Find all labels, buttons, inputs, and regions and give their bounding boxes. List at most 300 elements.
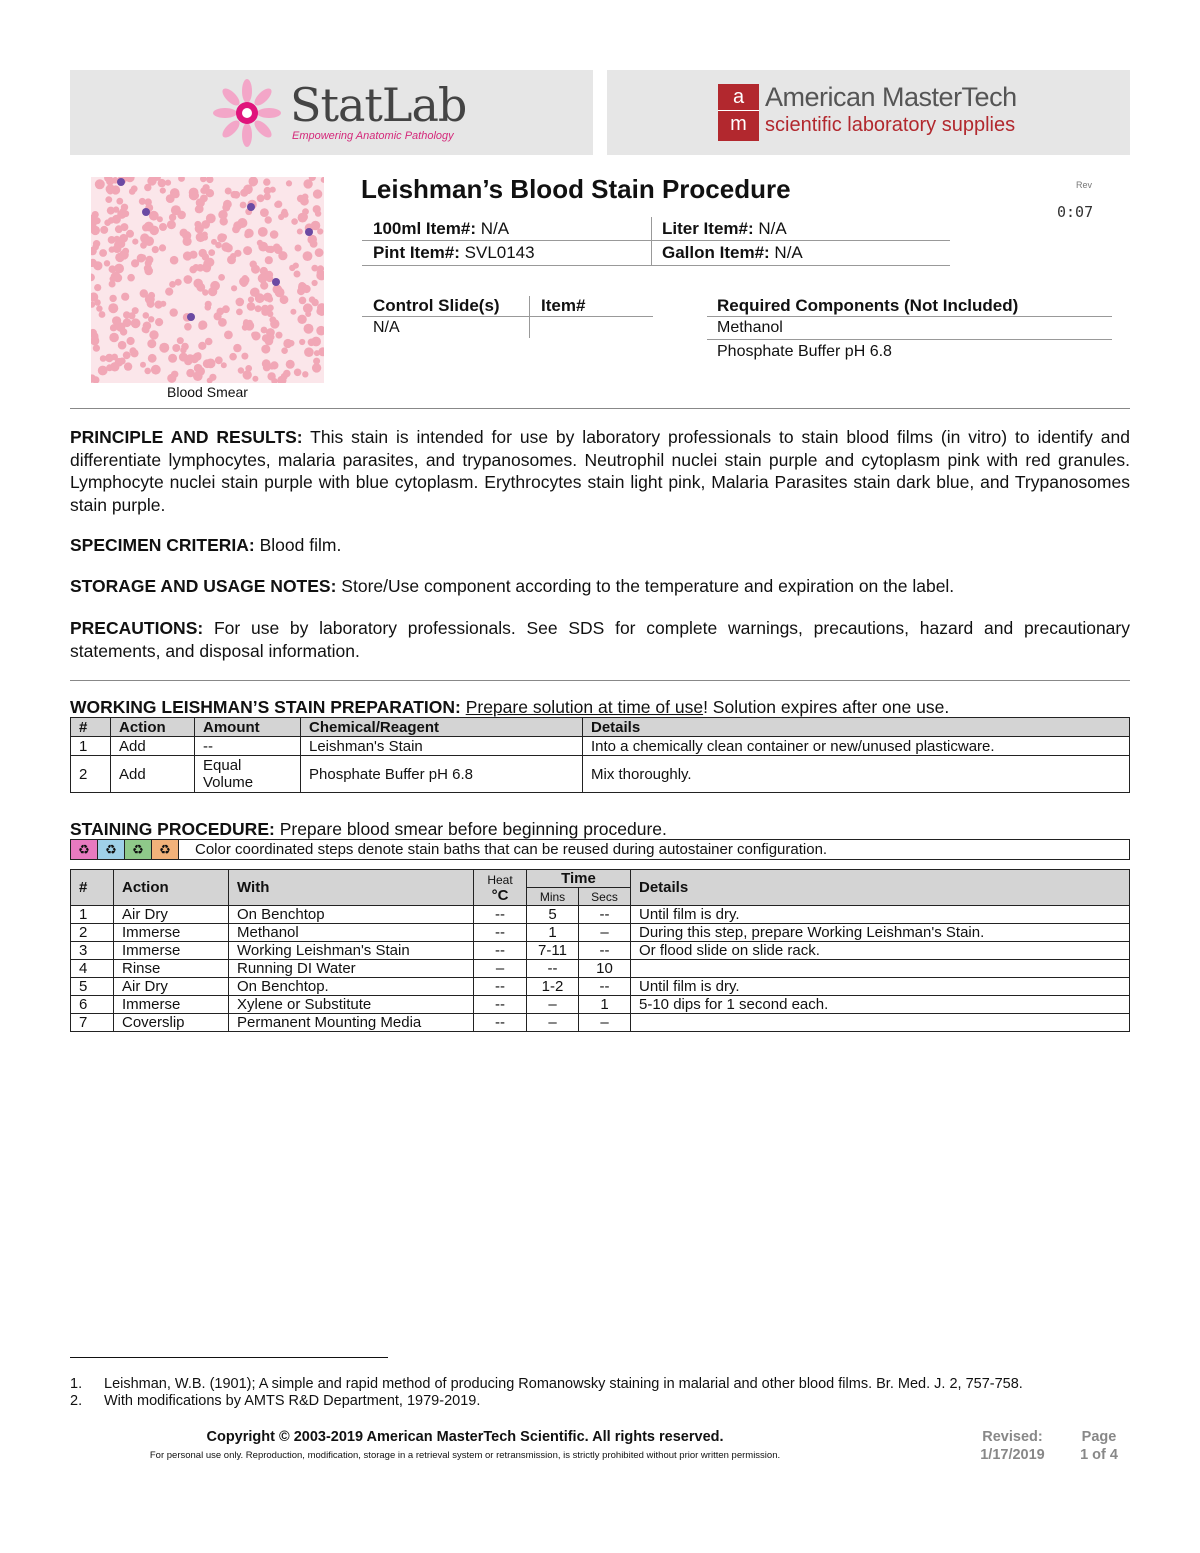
statlab-banner <box>70 70 593 155</box>
red-cell <box>131 318 141 328</box>
footnote <box>70 1393 480 1409</box>
red-cell <box>270 230 279 239</box>
red-cell <box>110 362 119 371</box>
red-cell <box>293 263 299 269</box>
table-cell: On Benchtop. <box>229 978 474 996</box>
red-cell <box>245 365 252 372</box>
table-row <box>71 1014 1130 1032</box>
red-cell <box>265 256 273 264</box>
red-cell <box>195 205 203 213</box>
red-cell <box>222 204 230 212</box>
precautions-label: PRECAUTIONS: <box>70 618 204 638</box>
red-cell <box>243 246 252 255</box>
staining-heading <box>70 818 1130 841</box>
red-cell <box>295 245 302 252</box>
red-cell <box>194 221 201 228</box>
revised-date: 1/17/2019 <box>980 1447 1045 1463</box>
table-cell: Xylene or Substitute <box>229 996 474 1014</box>
item-gallon <box>662 243 803 263</box>
red-cell <box>314 350 320 356</box>
red-cell <box>195 352 201 358</box>
red-cell <box>270 319 279 328</box>
red-cell <box>106 184 116 194</box>
table-cell: Phosphate Buffer pH 6.8 <box>301 756 583 793</box>
red-cell <box>249 179 257 187</box>
red-cell <box>267 311 273 317</box>
table-cell: 1 <box>579 996 631 1014</box>
table-cell: Until film is dry. <box>631 978 1130 996</box>
red-cell <box>108 303 118 313</box>
red-cell <box>198 342 206 350</box>
red-cell <box>112 316 121 325</box>
red-cell <box>99 249 107 257</box>
table-cell: Or flood slide on slide rack. <box>631 942 1130 960</box>
column-header: # <box>71 718 111 737</box>
table-cell: – <box>527 1014 579 1032</box>
blood-smear-image <box>91 177 324 383</box>
legend-text: Color coordinated steps denote stain baths that can be reused during autostainer configuration. <box>195 841 828 858</box>
red-cell <box>222 305 230 313</box>
red-cell <box>131 185 138 192</box>
column-header: With <box>229 870 474 906</box>
footnote-text: Leishman, W.B. (1901); A simple and rapid method of producing Romanowsky staining in malarial and other blood films. Br. Med. J. 2, 757-758. <box>104 1376 1023 1392</box>
column-header: Secs <box>579 888 631 906</box>
red-cell <box>104 219 111 226</box>
red-cell <box>98 366 108 376</box>
image-caption: Blood Smear <box>167 384 248 400</box>
red-cell <box>104 260 110 266</box>
table-cell: 3 <box>71 942 114 960</box>
red-cell <box>268 334 275 341</box>
white-cell <box>272 278 280 286</box>
table-row <box>71 996 1130 1014</box>
red-cell <box>240 202 247 209</box>
red-cell <box>149 211 159 221</box>
red-cell <box>265 216 272 223</box>
red-cell <box>214 312 222 320</box>
red-cell <box>206 359 216 369</box>
red-cell <box>186 369 194 377</box>
red-cell <box>294 271 301 278</box>
red-cell <box>198 320 207 329</box>
revision-label: Rev <box>1076 180 1093 190</box>
table-cell: – <box>474 960 527 978</box>
red-cell <box>273 285 283 295</box>
red-cell <box>177 337 184 344</box>
red-cell <box>143 312 150 319</box>
control-slide-value: N/A <box>373 319 400 336</box>
revised-label: Revised: <box>982 1429 1043 1445</box>
red-cell <box>241 353 248 360</box>
principle-label: PRINCIPLE AND RESULTS: <box>70 427 303 447</box>
revision-code: 0:07 <box>1057 203 1094 221</box>
red-cell <box>183 251 192 260</box>
heat-unit: °C <box>491 886 509 904</box>
red-cell <box>243 320 251 328</box>
red-cell <box>144 368 151 375</box>
statlab-wordmark: StatLab <box>290 78 467 132</box>
precautions-section <box>70 617 1130 662</box>
table-cell: – <box>579 924 631 942</box>
red-cell <box>95 179 105 189</box>
red-cell <box>140 362 146 368</box>
table-row <box>71 906 1130 924</box>
red-cell <box>237 218 247 228</box>
red-cell <box>252 332 261 341</box>
red-cell <box>171 205 181 215</box>
table-cell: Air Dry <box>114 906 229 924</box>
red-cell <box>170 308 178 316</box>
red-cell <box>149 226 159 236</box>
red-cell <box>238 367 244 373</box>
table-cell: -- <box>579 942 631 960</box>
red-cell <box>113 244 122 253</box>
table-cell: 10 <box>579 960 631 978</box>
staining-text: Prepare blood smear before beginning procedure. <box>279 819 667 839</box>
red-cell <box>247 302 256 311</box>
red-cell <box>233 344 241 352</box>
table-cell: Methanol <box>229 924 474 942</box>
red-cell <box>100 355 107 362</box>
red-cell <box>200 188 206 194</box>
red-cell <box>180 229 188 237</box>
red-cell <box>317 269 323 275</box>
red-cell <box>94 217 101 224</box>
footnote-number: 1. <box>70 1376 83 1392</box>
table-cell: 4 <box>71 960 114 978</box>
table-cell: -- <box>527 960 579 978</box>
red-cell <box>221 242 230 251</box>
red-cell <box>307 235 317 245</box>
red-cell <box>92 244 99 251</box>
table-cell: Into a chemically clean container or new/unused plasticware. <box>583 737 1130 756</box>
amt-logo-a: a <box>732 86 745 108</box>
red-cell <box>290 309 296 315</box>
red-cell <box>267 372 275 380</box>
red-cell <box>250 288 259 297</box>
recycle-icon: ♻ <box>125 840 152 859</box>
column-header: Chemical/Reagent <box>301 718 583 737</box>
red-cell <box>265 271 273 279</box>
red-cell <box>267 296 274 303</box>
red-cell <box>231 285 237 291</box>
precautions-text: For use by laboratory professionals. See SDS for complete warnings, precautions, hazard and precautionary statements, and disposal information. <box>70 618 1130 661</box>
red-cell <box>275 201 282 208</box>
red-cell <box>301 213 308 220</box>
table-cell: Rinse <box>114 960 229 978</box>
red-cell <box>252 376 258 382</box>
divider <box>362 316 653 317</box>
red-cell <box>299 297 307 305</box>
red-cell <box>206 214 216 224</box>
color-legend <box>70 839 1130 860</box>
specimen-text: Blood film. <box>259 535 342 555</box>
red-cell <box>96 305 102 311</box>
red-cell <box>263 178 270 185</box>
amt-subtitle: scientific laboratory supplies <box>765 114 1016 136</box>
red-cell <box>118 341 127 350</box>
red-cell <box>159 343 169 353</box>
red-cell <box>151 365 161 375</box>
staining-table <box>70 869 1130 1032</box>
table-cell: 2 <box>71 924 114 942</box>
red-cell <box>281 347 288 354</box>
table-row <box>71 960 1130 978</box>
red-cell <box>302 371 308 377</box>
working-prep-underlined: Prepare solution at time of use <box>465 697 704 717</box>
red-cell <box>236 298 245 307</box>
table-cell: -- <box>474 942 527 960</box>
table-cell: 7 <box>71 1014 114 1032</box>
red-cell <box>315 248 324 257</box>
red-cell <box>114 236 120 242</box>
red-cell <box>260 208 269 217</box>
red-cell <box>225 188 232 195</box>
item-liter-value: N/A <box>758 219 787 238</box>
red-cell <box>313 205 321 213</box>
amt-logo <box>718 84 759 141</box>
red-cell <box>123 351 131 359</box>
red-cell <box>297 315 306 324</box>
table-cell: -- <box>195 737 301 756</box>
red-cell <box>264 193 271 200</box>
table-cell: 5-10 dips for 1 second each. <box>631 996 1130 1014</box>
red-cell <box>196 369 203 376</box>
working-prep-note: ! Solution expires after one use. <box>703 697 950 717</box>
page-label: Page <box>1081 1429 1117 1445</box>
red-cell <box>114 274 123 283</box>
red-cell <box>274 245 283 254</box>
red-cell <box>300 197 309 206</box>
red-cell <box>147 339 156 348</box>
red-cell <box>280 295 289 304</box>
table-cell: -- <box>474 978 527 996</box>
copyright: Copyright © 2003-2019 American MasterTech Scientific. All rights reserved. <box>206 1429 724 1445</box>
red-cell <box>304 347 314 357</box>
working-prep-heading <box>70 696 1130 719</box>
red-cell <box>211 239 217 245</box>
red-cell <box>205 338 213 346</box>
column-header: Details <box>631 870 1130 906</box>
table-cell: Immerse <box>114 924 229 942</box>
red-cell <box>309 296 316 303</box>
item-gallon-value: N/A <box>774 243 803 262</box>
table-cell: -- <box>474 906 527 924</box>
item-100ml-label: 100ml Item#: <box>373 219 476 238</box>
white-cell <box>305 228 313 236</box>
red-cell <box>116 198 123 205</box>
table-cell: – <box>579 1014 631 1032</box>
red-cell <box>184 323 192 331</box>
red-cell <box>218 274 225 281</box>
table-cell: -- <box>474 996 527 1014</box>
red-cell <box>130 349 138 357</box>
red-cell <box>119 234 128 243</box>
control-slide-header: Control Slide(s) <box>373 296 500 315</box>
red-cell <box>311 337 321 347</box>
red-cell <box>144 267 153 276</box>
red-cell <box>297 229 303 235</box>
red-cell <box>165 288 173 296</box>
red-cell <box>265 246 272 253</box>
red-cell <box>209 374 216 381</box>
amt-logo-m: m <box>718 110 759 137</box>
red-cell <box>312 363 321 372</box>
red-cell <box>276 332 283 339</box>
red-cell <box>152 246 159 253</box>
working-prep-label: WORKING LEISHMAN’S STAIN PREPARATION: <box>70 697 461 717</box>
red-cell <box>189 266 197 274</box>
red-cell <box>205 301 212 308</box>
red-cell <box>100 226 108 234</box>
specimen-section <box>70 534 1130 557</box>
divider <box>707 339 1112 340</box>
red-cell <box>220 234 227 241</box>
red-cell <box>196 283 205 292</box>
table-cell <box>631 1014 1130 1032</box>
amt-wordmark: American MasterTech <box>765 82 1017 112</box>
red-cell <box>239 277 249 287</box>
red-cell <box>286 360 295 369</box>
red-cell <box>215 356 223 364</box>
red-cell <box>181 343 189 351</box>
table-cell: Coverslip <box>114 1014 229 1032</box>
table-cell: Add <box>111 756 195 793</box>
table-cell: Immerse <box>114 996 229 1014</box>
table-cell: 7-11 <box>527 942 579 960</box>
red-cell <box>234 250 241 257</box>
red-cell <box>257 240 263 246</box>
red-cell <box>132 239 138 245</box>
red-cell <box>303 179 312 188</box>
red-cell <box>186 354 194 362</box>
red-cell <box>109 295 116 302</box>
red-cell <box>121 293 129 301</box>
red-cell <box>155 318 163 326</box>
red-cell <box>208 287 217 296</box>
red-cell <box>99 311 106 318</box>
required-components-header: Required Components (Not Included) <box>717 296 1019 315</box>
footnote <box>70 1376 1023 1392</box>
table-row <box>71 737 1130 756</box>
table-cell: Add <box>111 737 195 756</box>
item-number-header: Item# <box>541 296 586 315</box>
red-cell <box>120 328 127 335</box>
item-100ml-value: N/A <box>480 219 510 238</box>
footnote-rule <box>70 1357 388 1358</box>
red-cell <box>143 322 152 331</box>
red-cell <box>313 189 322 198</box>
item-100ml <box>373 219 509 239</box>
column-header: Amount <box>195 718 301 737</box>
working-prep-table <box>70 717 1130 793</box>
red-cell <box>231 191 238 198</box>
item-pint <box>373 243 535 263</box>
amt-banner <box>607 70 1130 155</box>
red-cell <box>148 292 155 299</box>
red-cell <box>245 229 254 238</box>
section-divider <box>70 680 1130 681</box>
column-header: # <box>71 870 114 906</box>
red-cell <box>305 311 311 317</box>
red-cell <box>159 223 167 231</box>
item-liter-label: Liter Item#: <box>662 219 754 238</box>
table-cell: Until film is dry. <box>631 906 1130 924</box>
red-cell <box>123 311 130 318</box>
statlab-flower-icon <box>212 78 282 148</box>
column-header: Action <box>111 718 195 737</box>
page-title: Leishman’s Blood Stain Procedure <box>361 174 791 204</box>
recycle-icon: ♻ <box>152 840 179 859</box>
column-header: Details <box>583 718 1130 737</box>
table-cell: 1-2 <box>527 978 579 996</box>
required-item: Phosphate Buffer pH 6.8 <box>717 343 892 360</box>
red-cell <box>200 195 208 203</box>
red-cell <box>294 369 302 377</box>
red-cell <box>202 253 209 260</box>
red-cell <box>172 191 180 199</box>
table-row <box>71 756 1130 793</box>
storage-label: STORAGE AND USAGE NOTES: <box>70 576 337 596</box>
red-cell <box>286 180 292 186</box>
red-cell <box>221 362 227 368</box>
red-cell <box>304 324 314 334</box>
table-cell <box>631 960 1130 978</box>
statlab-tagline: Empowering Anatomic Pathology <box>292 130 454 142</box>
red-cell <box>291 218 298 225</box>
red-cell <box>139 198 146 205</box>
table-cell: During this step, prepare Working Leishman's Stain. <box>631 924 1130 942</box>
item-gallon-label: Gallon Item#: <box>662 243 770 262</box>
heat-header <box>474 870 527 906</box>
item-liter <box>662 219 787 239</box>
table-cell: Immerse <box>114 942 229 960</box>
white-cell <box>187 313 195 321</box>
red-cell <box>122 248 129 255</box>
table-cell: 1 <box>71 737 111 756</box>
red-cell <box>127 337 135 345</box>
divider <box>362 240 950 241</box>
white-cell <box>142 208 150 216</box>
table-cell: Running DI Water <box>229 960 474 978</box>
red-cell <box>109 333 119 343</box>
table-cell: Working Leishman's Stain <box>229 942 474 960</box>
red-cell <box>175 279 182 286</box>
table-cell: On Benchtop <box>229 906 474 924</box>
red-cell <box>250 261 257 268</box>
red-cell <box>202 234 208 240</box>
red-cell <box>148 316 154 322</box>
recycle-icon: ♻ <box>98 840 125 859</box>
red-cell <box>105 196 112 203</box>
recycle-icon: ♻ <box>71 840 98 859</box>
red-cell <box>94 284 101 291</box>
red-cell <box>184 275 193 284</box>
red-cell <box>248 297 254 303</box>
heat-label: Heat <box>487 872 513 887</box>
red-cell <box>111 354 118 361</box>
table-cell: – <box>527 996 579 1014</box>
item-pint-value: SVL0143 <box>464 243 535 262</box>
red-cell <box>261 327 268 334</box>
table-row <box>71 924 1130 942</box>
red-cell <box>183 237 192 246</box>
red-cell <box>172 344 180 352</box>
red-cell <box>165 180 171 186</box>
principle-section <box>70 426 1130 516</box>
red-cell <box>313 358 320 365</box>
red-cell <box>282 211 289 218</box>
